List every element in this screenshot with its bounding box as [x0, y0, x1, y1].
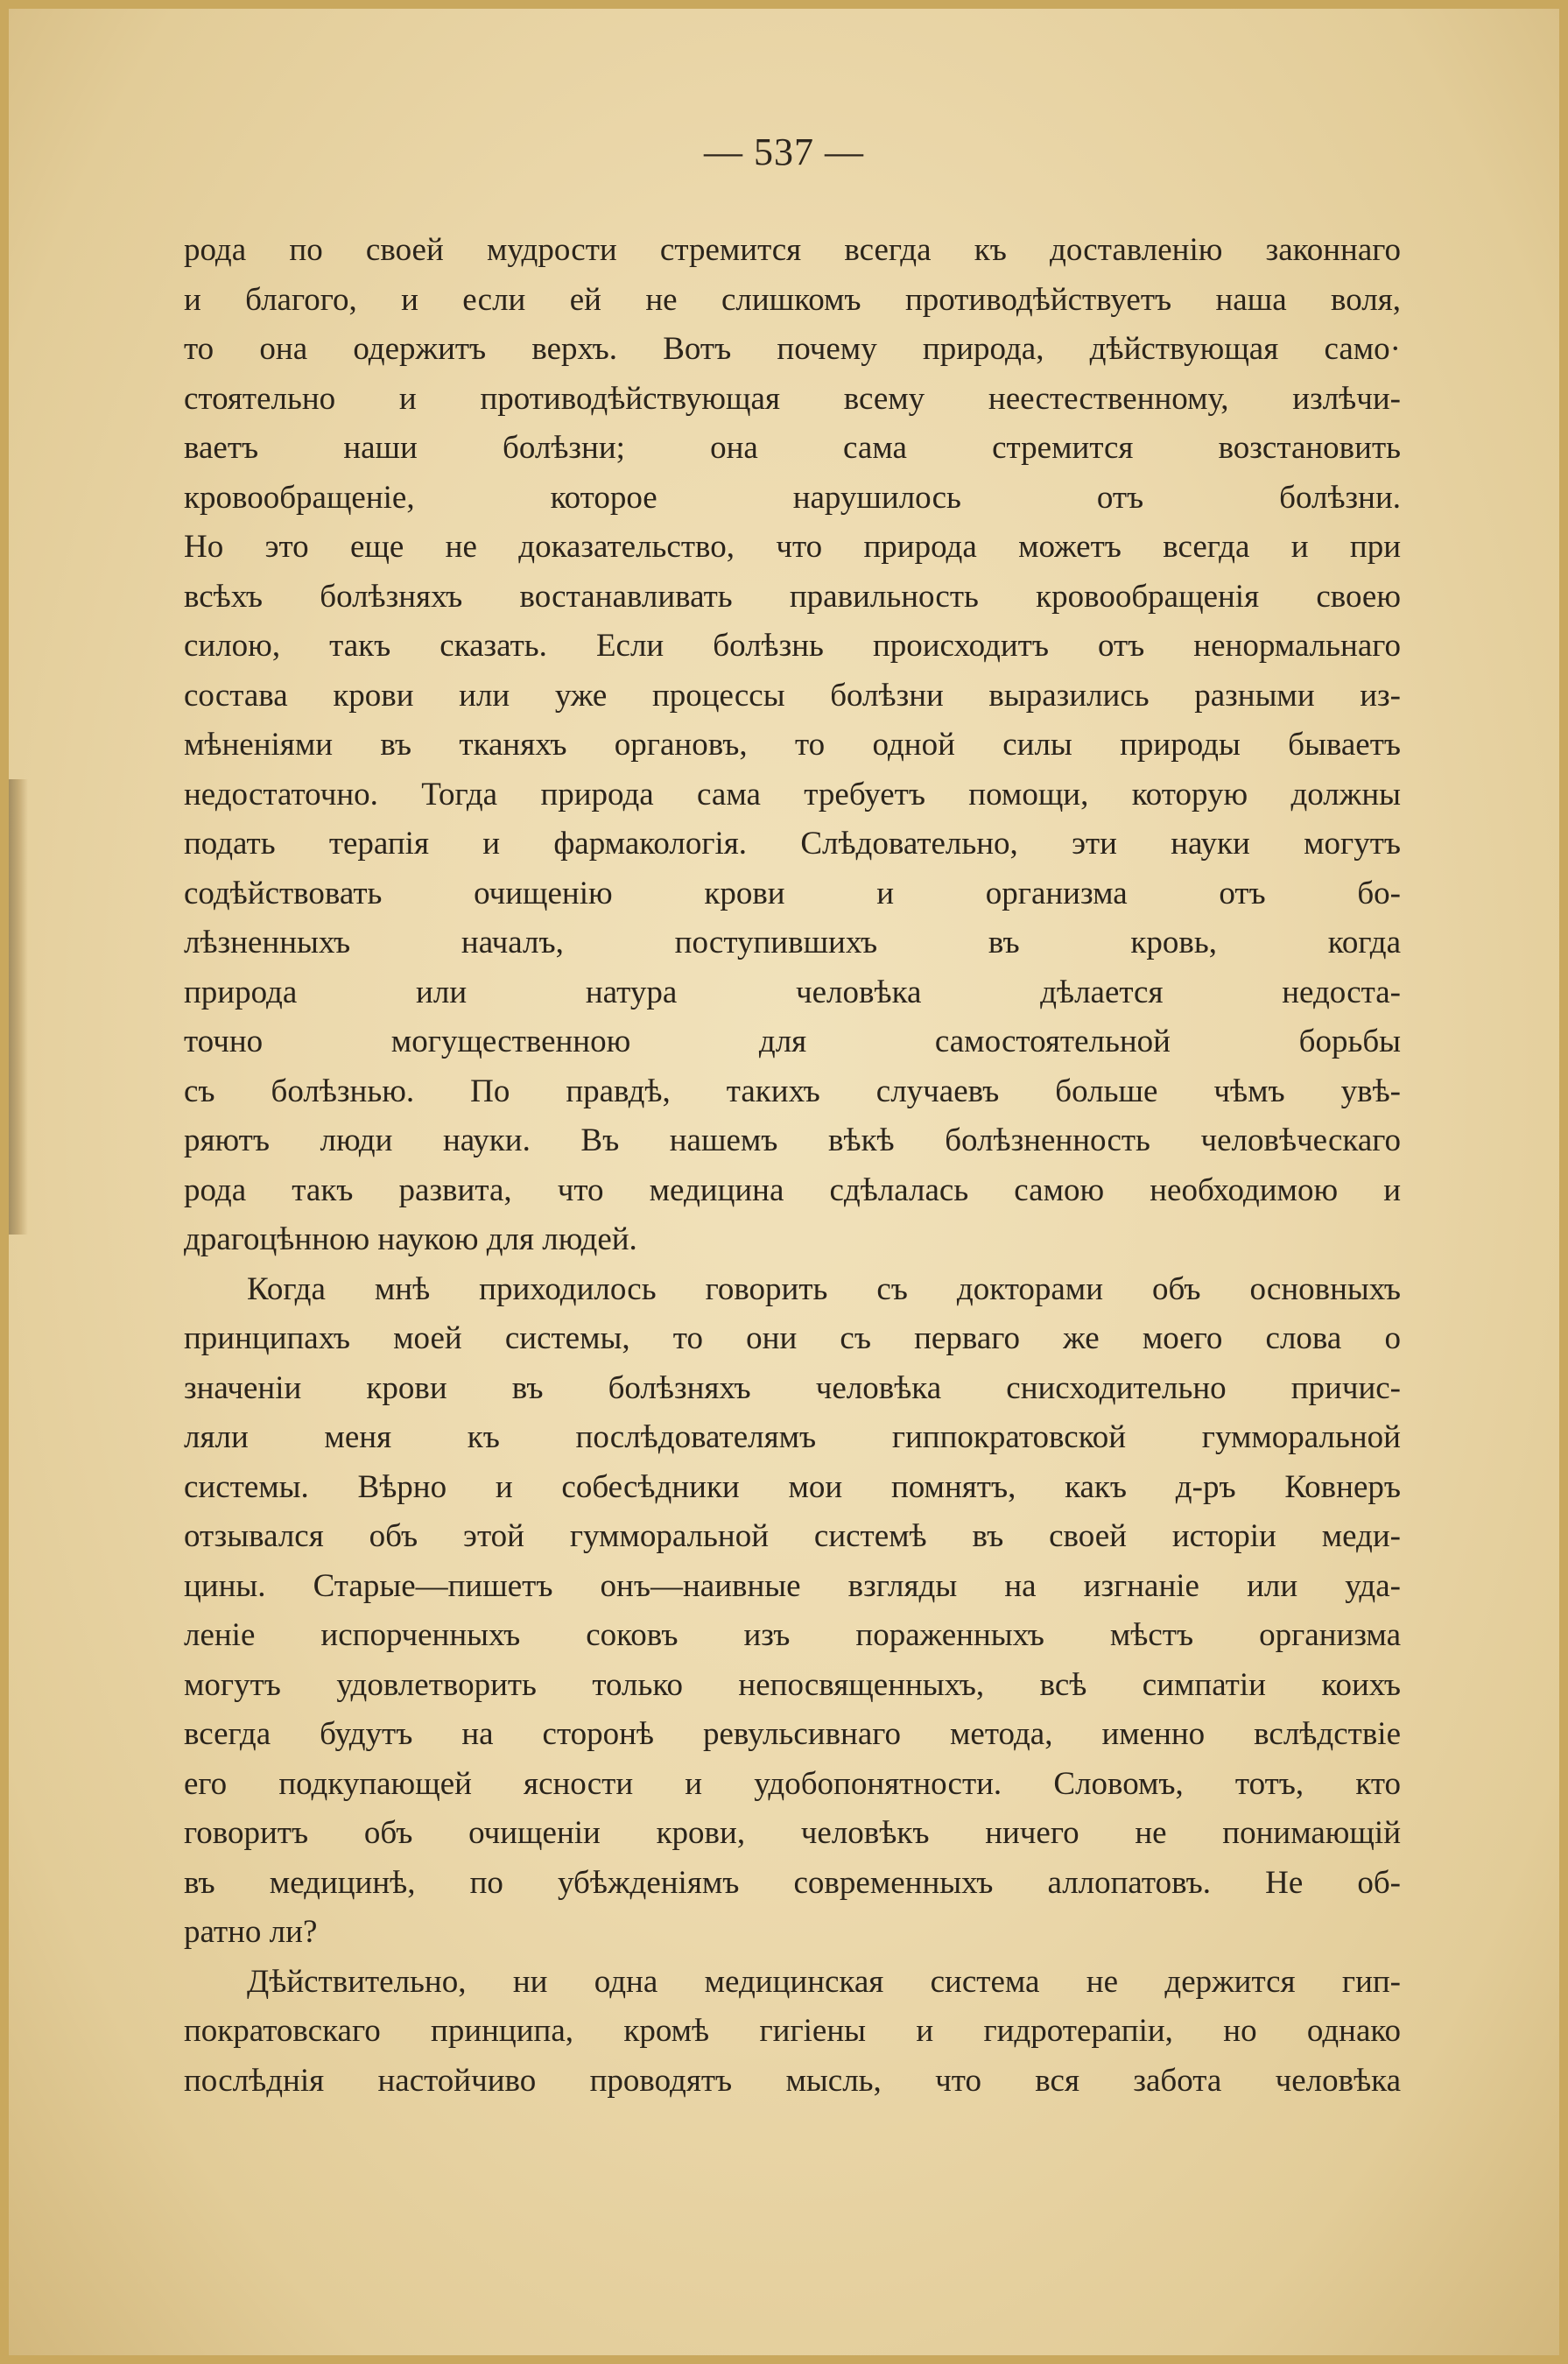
text-line: ряютъ люди науки. Въ нашемъ вѣкѣ болѣзненность человѣческаго: [184, 1122, 1401, 1158]
text-line: отзывался объ этой гуммоpальной системѣ въ своей исторіи меди-: [184, 1518, 1401, 1554]
text-line: ваетъ наши болѣзни; она сама стремится возстановить: [184, 430, 1401, 466]
text-body: [184, 226, 1401, 2106]
text-line: рода такъ развита, что медицина сдѣлалась самою необходимою и: [184, 1171, 1401, 1208]
text-line: системы. Вѣрно и собесѣдники мои помнятъ, какъ д-ръ Ковнеръ: [184, 1468, 1401, 1505]
text-line: стоятельно и противодѣйствующая всему неестественному, излѣчи-: [184, 380, 1401, 417]
text-line: подать терапія и фармакологія. Слѣдовательно, эти науки могутъ: [184, 826, 1401, 862]
text-line: всегда будутъ на сторонѣ ревульсивнаго метода, именно вслѣдствіе: [184, 1716, 1401, 1752]
text-line: мѣненіями въ тканяхъ органовъ, то одной силы природы бываетъ: [184, 727, 1401, 763]
text-line: ратно ли?: [184, 1914, 318, 1950]
text-line: цины. Старые—пишетъ онъ—наивные взгляды на изгнаніе или уда-: [184, 1567, 1401, 1604]
text-line: и благого, и если ей не слишкомъ противодѣйствуетъ наша воля,: [184, 281, 1401, 318]
text-line: то она одержитъ верхъ. Вотъ почему природа, дѣйствующая само·: [184, 331, 1401, 367]
text-line: съ болѣзнью. По правдѣ, такихъ случаевъ больше чѣмъ увѣ-: [184, 1073, 1401, 1109]
text-line: могутъ удовлетворить только непосвященныхъ, всѣ симпатіи коихъ: [184, 1666, 1401, 1703]
text-line: принципахъ моей системы, то они съ перваго же моего слова о: [184, 1320, 1401, 1356]
binding-shadow: [9, 779, 28, 1235]
text-line: Но это еще не доказательство, что природа можетъ всегда и при: [184, 529, 1401, 565]
text-line: всѣхъ болѣзняхъ востанавливать правильность кровообращенія своею: [184, 578, 1401, 615]
text-line: Когда мнѣ приходилось говорить съ докторами объ основныхъ: [247, 1270, 1401, 1307]
text-line: точно могущественною для самостоятельной борьбы: [184, 1024, 1401, 1059]
text-line: послѣднія настойчиво проводятъ мысль, что вся забота человѣка: [184, 2062, 1401, 2099]
text-line: рода по своей мудрости стремится всегда къ доставленію законнаго: [184, 232, 1401, 268]
text-line: кровообращеніе, которое нарушилось отъ болѣзни.: [184, 479, 1401, 516]
text-line: значеніи крови въ болѣзняхъ человѣка снисходительно причис-: [184, 1369, 1401, 1406]
text-line: содѣйствовать очищенію крови и организма отъ бо-: [184, 875, 1401, 911]
text-line: силою, такъ сказать. Если болѣзнь происходитъ отъ ненормальнаго: [184, 628, 1401, 664]
text-line: лѣзненныхъ началъ, поступившихъ въ кровь, когда: [184, 925, 1401, 960]
text-line: леніе испорченныхъ соковъ изъ пораженныхъ мѣстъ организма: [184, 1617, 1401, 1653]
text-line: драгоцѣнною наукою для людей.: [184, 1221, 637, 1257]
text-line: Дѣйствительно, ни одна медицинская система не держится гип-: [247, 1963, 1401, 2000]
text-line: пократовскаго принципа, кромѣ гигіены и гидротерапіи, но однако: [184, 2013, 1401, 2049]
text-line: недостаточно. Тогда природа сама требуетъ помощи, которую должны: [184, 776, 1401, 813]
page-number: — 537 —: [704, 130, 864, 173]
text-line: его подкупающей ясности и удобопонятности. Словомъ, тотъ, кто: [184, 1765, 1401, 1802]
text-line: говоритъ объ очищеніи крови, человѣкъ ничего не понимающій: [184, 1815, 1401, 1851]
text-line: въ медицинѣ, по убѣжденіямъ современныхъ аллопатовъ. Не об-: [184, 1864, 1401, 1901]
text-line: состава крови или уже процессы болѣзни выразились разными из-: [184, 677, 1401, 714]
text-line: природа или натура человѣка дѣлается недоста-: [184, 974, 1401, 1010]
text-line: ляли меня къ послѣдователямъ гиппократовской гуммоpальной: [184, 1419, 1401, 1455]
